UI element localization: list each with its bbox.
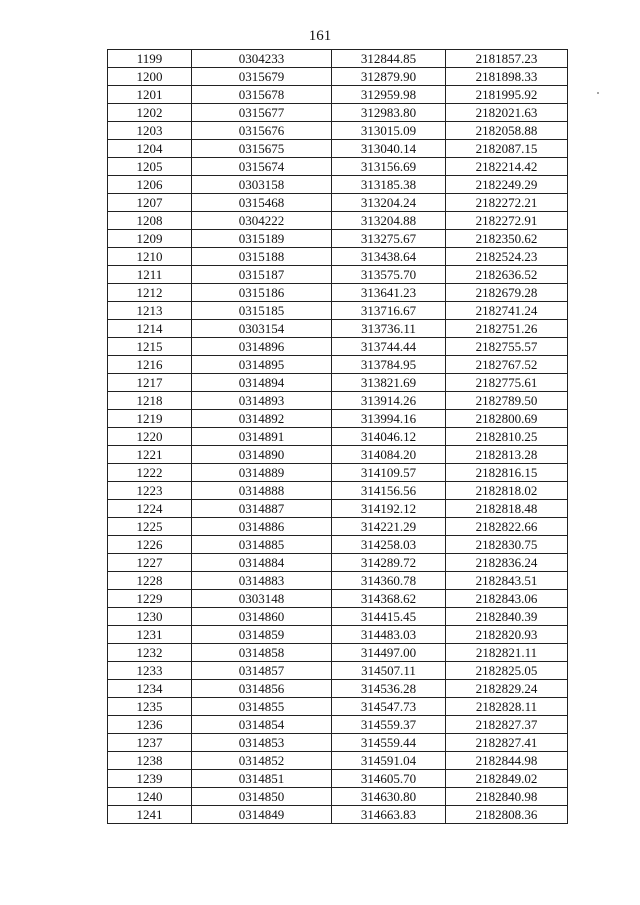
- point-id-cell: 0314883: [192, 572, 332, 590]
- y-coordinate-cell: 2182830.75: [446, 536, 568, 554]
- y-coordinate-cell: 2181857.23: [446, 50, 568, 68]
- point-id-cell: 0314853: [192, 734, 332, 752]
- y-coordinate-cell: 2182813.28: [446, 446, 568, 464]
- table-row: [108, 680, 568, 698]
- y-coordinate-cell: 2182741.24: [446, 302, 568, 320]
- y-coordinate-cell: 2182827.41: [446, 734, 568, 752]
- point-id-cell: 0314895: [192, 356, 332, 374]
- table-row: [108, 482, 568, 500]
- y-coordinate-cell: 2182751.26: [446, 320, 568, 338]
- point-id-cell: 0314856: [192, 680, 332, 698]
- x-coordinate-cell: 313994.16: [332, 410, 446, 428]
- table-row: [108, 284, 568, 302]
- y-coordinate-cell: 2182822.66: [446, 518, 568, 536]
- y-coordinate-cell: 2182843.06: [446, 590, 568, 608]
- table-row: [108, 374, 568, 392]
- y-coordinate-cell: 2182828.11: [446, 698, 568, 716]
- point-id-cell: 0314858: [192, 644, 332, 662]
- table-row: [108, 86, 568, 104]
- x-coordinate-cell: 313438.64: [332, 248, 446, 266]
- x-coordinate-cell: 314497.00: [332, 644, 446, 662]
- y-coordinate-cell: 2182827.37: [446, 716, 568, 734]
- x-coordinate-cell: 314559.44: [332, 734, 446, 752]
- point-number-cell: 1241: [108, 806, 192, 824]
- point-number-cell: 1238: [108, 752, 192, 770]
- point-number-cell: 1233: [108, 662, 192, 680]
- x-coordinate-cell: 314109.57: [332, 464, 446, 482]
- y-coordinate-cell: 2182821.11: [446, 644, 568, 662]
- table-row: [108, 662, 568, 680]
- table-row: [108, 572, 568, 590]
- table-row: [108, 158, 568, 176]
- table-row: [108, 248, 568, 266]
- page-number: 161: [308, 28, 332, 44]
- x-coordinate-cell: 314084.20: [332, 446, 446, 464]
- point-number-cell: 1226: [108, 536, 192, 554]
- table-row: [108, 320, 568, 338]
- point-id-cell: 0315186: [192, 284, 332, 302]
- point-id-cell: 0314886: [192, 518, 332, 536]
- point-number-cell: 1227: [108, 554, 192, 572]
- point-number-cell: 1219: [108, 410, 192, 428]
- x-coordinate-cell: 312844.85: [332, 50, 446, 68]
- table-row: [108, 806, 568, 824]
- point-number-cell: 1222: [108, 464, 192, 482]
- point-number-cell: 1228: [108, 572, 192, 590]
- point-number-cell: 1225: [108, 518, 192, 536]
- point-id-cell: 0314850: [192, 788, 332, 806]
- x-coordinate-cell: 313185.38: [332, 176, 446, 194]
- point-number-cell: 1230: [108, 608, 192, 626]
- y-coordinate-cell: 2181898.33: [446, 68, 568, 86]
- y-coordinate-cell: 2182058.88: [446, 122, 568, 140]
- point-id-cell: 0315678: [192, 86, 332, 104]
- table-row: [108, 770, 568, 788]
- table-row: [108, 734, 568, 752]
- table-row: [108, 140, 568, 158]
- y-coordinate-cell: 2182849.02: [446, 770, 568, 788]
- point-id-cell: 0314860: [192, 608, 332, 626]
- point-number-cell: 1202: [108, 104, 192, 122]
- point-number-cell: 1220: [108, 428, 192, 446]
- table-row: [108, 752, 568, 770]
- y-coordinate-cell: 2182840.39: [446, 608, 568, 626]
- x-coordinate-cell: 314289.72: [332, 554, 446, 572]
- y-coordinate-cell: 2182843.51: [446, 572, 568, 590]
- table-row: [108, 554, 568, 572]
- y-coordinate-cell: 2182021.63: [446, 104, 568, 122]
- y-coordinate-cell: 2182350.62: [446, 230, 568, 248]
- x-coordinate-cell: 313914.26: [332, 392, 446, 410]
- y-coordinate-cell: 2182825.05: [446, 662, 568, 680]
- point-number-cell: 1211: [108, 266, 192, 284]
- point-number-cell: 1236: [108, 716, 192, 734]
- point-number-cell: 1237: [108, 734, 192, 752]
- table-row: [108, 176, 568, 194]
- point-id-cell: 0314893: [192, 392, 332, 410]
- point-id-cell: 0314851: [192, 770, 332, 788]
- x-coordinate-cell: 312959.98: [332, 86, 446, 104]
- table-row: [108, 626, 568, 644]
- table-row: [108, 392, 568, 410]
- x-coordinate-cell: 313575.70: [332, 266, 446, 284]
- y-coordinate-cell: 2182844.98: [446, 752, 568, 770]
- point-id-cell: 0314884: [192, 554, 332, 572]
- table-row: [108, 716, 568, 734]
- y-coordinate-cell: 2182836.24: [446, 554, 568, 572]
- point-id-cell: 0314849: [192, 806, 332, 824]
- point-number-cell: 1209: [108, 230, 192, 248]
- x-coordinate-cell: 314547.73: [332, 698, 446, 716]
- point-number-cell: 1201: [108, 86, 192, 104]
- y-coordinate-cell: 2182829.24: [446, 680, 568, 698]
- y-coordinate-cell: 2182818.48: [446, 500, 568, 518]
- scan-speck: [597, 92, 599, 94]
- point-id-cell: 0314887: [192, 500, 332, 518]
- point-number-cell: 1203: [108, 122, 192, 140]
- table-row: [108, 194, 568, 212]
- y-coordinate-cell: 2182249.29: [446, 176, 568, 194]
- coordinates-table: [107, 49, 568, 824]
- point-number-cell: 1214: [108, 320, 192, 338]
- point-id-cell: 0315468: [192, 194, 332, 212]
- point-id-cell: 0315679: [192, 68, 332, 86]
- y-coordinate-cell: 2182272.91: [446, 212, 568, 230]
- point-id-cell: 0314889: [192, 464, 332, 482]
- point-number-cell: 1208: [108, 212, 192, 230]
- point-number-cell: 1213: [108, 302, 192, 320]
- point-number-cell: 1218: [108, 392, 192, 410]
- point-number-cell: 1232: [108, 644, 192, 662]
- y-coordinate-cell: 2182816.15: [446, 464, 568, 482]
- x-coordinate-cell: 314630.80: [332, 788, 446, 806]
- point-id-cell: 0315185: [192, 302, 332, 320]
- point-id-cell: 0315677: [192, 104, 332, 122]
- table-row: [108, 104, 568, 122]
- y-coordinate-cell: 2182524.23: [446, 248, 568, 266]
- point-number-cell: 1199: [108, 50, 192, 68]
- y-coordinate-cell: 2182810.25: [446, 428, 568, 446]
- point-number-cell: 1240: [108, 788, 192, 806]
- point-number-cell: 1205: [108, 158, 192, 176]
- x-coordinate-cell: 313040.14: [332, 140, 446, 158]
- y-coordinate-cell: 2182775.61: [446, 374, 568, 392]
- table-row: [108, 536, 568, 554]
- table-row: [108, 212, 568, 230]
- point-id-cell: 0314857: [192, 662, 332, 680]
- x-coordinate-cell: 313156.69: [332, 158, 446, 176]
- point-id-cell: 0314894: [192, 374, 332, 392]
- x-coordinate-cell: 313784.95: [332, 356, 446, 374]
- y-coordinate-cell: 2181995.92: [446, 86, 568, 104]
- x-coordinate-cell: 313744.44: [332, 338, 446, 356]
- y-coordinate-cell: 2182679.28: [446, 284, 568, 302]
- x-coordinate-cell: 314591.04: [332, 752, 446, 770]
- x-coordinate-cell: 314559.37: [332, 716, 446, 734]
- point-number-cell: 1212: [108, 284, 192, 302]
- x-coordinate-cell: 314415.45: [332, 608, 446, 626]
- x-coordinate-cell: 313204.24: [332, 194, 446, 212]
- point-id-cell: 0304233: [192, 50, 332, 68]
- y-coordinate-cell: 2182800.69: [446, 410, 568, 428]
- x-coordinate-cell: 314507.11: [332, 662, 446, 680]
- point-number-cell: 1206: [108, 176, 192, 194]
- x-coordinate-cell: 312983.80: [332, 104, 446, 122]
- point-id-cell: 0314859: [192, 626, 332, 644]
- table-row: [108, 122, 568, 140]
- y-coordinate-cell: 2182820.93: [446, 626, 568, 644]
- x-coordinate-cell: 313275.67: [332, 230, 446, 248]
- y-coordinate-cell: 2182767.52: [446, 356, 568, 374]
- point-number-cell: 1235: [108, 698, 192, 716]
- x-coordinate-cell: 313821.69: [332, 374, 446, 392]
- x-coordinate-cell: 313204.88: [332, 212, 446, 230]
- x-coordinate-cell: 314046.12: [332, 428, 446, 446]
- point-number-cell: 1229: [108, 590, 192, 608]
- point-id-cell: 0315675: [192, 140, 332, 158]
- point-id-cell: 0314852: [192, 752, 332, 770]
- point-id-cell: 0314896: [192, 338, 332, 356]
- x-coordinate-cell: 314368.62: [332, 590, 446, 608]
- table-row: [108, 446, 568, 464]
- table-row: [108, 608, 568, 626]
- x-coordinate-cell: 313736.11: [332, 320, 446, 338]
- table-row: [108, 590, 568, 608]
- x-coordinate-cell: 313015.09: [332, 122, 446, 140]
- table-row: [108, 500, 568, 518]
- point-number-cell: 1200: [108, 68, 192, 86]
- x-coordinate-cell: 314258.03: [332, 536, 446, 554]
- point-number-cell: 1204: [108, 140, 192, 158]
- x-coordinate-cell: 314663.83: [332, 806, 446, 824]
- table-row: [108, 266, 568, 284]
- coordinates-table-body: [108, 50, 568, 824]
- point-id-cell: 0314890: [192, 446, 332, 464]
- point-id-cell: 0314888: [192, 482, 332, 500]
- point-id-cell: 0314891: [192, 428, 332, 446]
- table-row: [108, 518, 568, 536]
- point-id-cell: 0315189: [192, 230, 332, 248]
- y-coordinate-cell: 2182087.15: [446, 140, 568, 158]
- x-coordinate-cell: 314360.78: [332, 572, 446, 590]
- point-number-cell: 1215: [108, 338, 192, 356]
- point-number-cell: 1223: [108, 482, 192, 500]
- point-id-cell: 0315674: [192, 158, 332, 176]
- table-row: [108, 464, 568, 482]
- y-coordinate-cell: 2182755.57: [446, 338, 568, 356]
- table-row: [108, 230, 568, 248]
- point-number-cell: 1239: [108, 770, 192, 788]
- y-coordinate-cell: 2182818.02: [446, 482, 568, 500]
- table-row: [108, 410, 568, 428]
- point-number-cell: 1224: [108, 500, 192, 518]
- y-coordinate-cell: 2182272.21: [446, 194, 568, 212]
- table-row: [108, 50, 568, 68]
- point-id-cell: 0303148: [192, 590, 332, 608]
- point-id-cell: 0303158: [192, 176, 332, 194]
- table-row: [108, 338, 568, 356]
- x-coordinate-cell: 314483.03: [332, 626, 446, 644]
- point-number-cell: 1216: [108, 356, 192, 374]
- point-id-cell: 0304222: [192, 212, 332, 230]
- point-id-cell: 0315676: [192, 122, 332, 140]
- point-number-cell: 1207: [108, 194, 192, 212]
- x-coordinate-cell: 314192.12: [332, 500, 446, 518]
- y-coordinate-cell: 2182840.98: [446, 788, 568, 806]
- table-row: [108, 788, 568, 806]
- x-coordinate-cell: 314221.29: [332, 518, 446, 536]
- point-id-cell: 0314855: [192, 698, 332, 716]
- point-number-cell: 1210: [108, 248, 192, 266]
- table-row: [108, 644, 568, 662]
- y-coordinate-cell: 2182636.52: [446, 266, 568, 284]
- table-row: [108, 302, 568, 320]
- table-row: [108, 68, 568, 86]
- x-coordinate-cell: 314605.70: [332, 770, 446, 788]
- table-row: [108, 356, 568, 374]
- table-row: [108, 428, 568, 446]
- point-id-cell: 0314892: [192, 410, 332, 428]
- point-id-cell: 0315188: [192, 248, 332, 266]
- y-coordinate-cell: 2182789.50: [446, 392, 568, 410]
- x-coordinate-cell: 313716.67: [332, 302, 446, 320]
- point-number-cell: 1231: [108, 626, 192, 644]
- point-id-cell: 0315187: [192, 266, 332, 284]
- point-id-cell: 0303154: [192, 320, 332, 338]
- y-coordinate-cell: 2182214.42: [446, 158, 568, 176]
- point-number-cell: 1234: [108, 680, 192, 698]
- table-row: [108, 698, 568, 716]
- point-id-cell: 0314854: [192, 716, 332, 734]
- point-number-cell: 1217: [108, 374, 192, 392]
- x-coordinate-cell: 314536.28: [332, 680, 446, 698]
- point-number-cell: 1221: [108, 446, 192, 464]
- x-coordinate-cell: 314156.56: [332, 482, 446, 500]
- x-coordinate-cell: 313641.23: [332, 284, 446, 302]
- y-coordinate-cell: 2182808.36: [446, 806, 568, 824]
- x-coordinate-cell: 312879.90: [332, 68, 446, 86]
- point-id-cell: 0314885: [192, 536, 332, 554]
